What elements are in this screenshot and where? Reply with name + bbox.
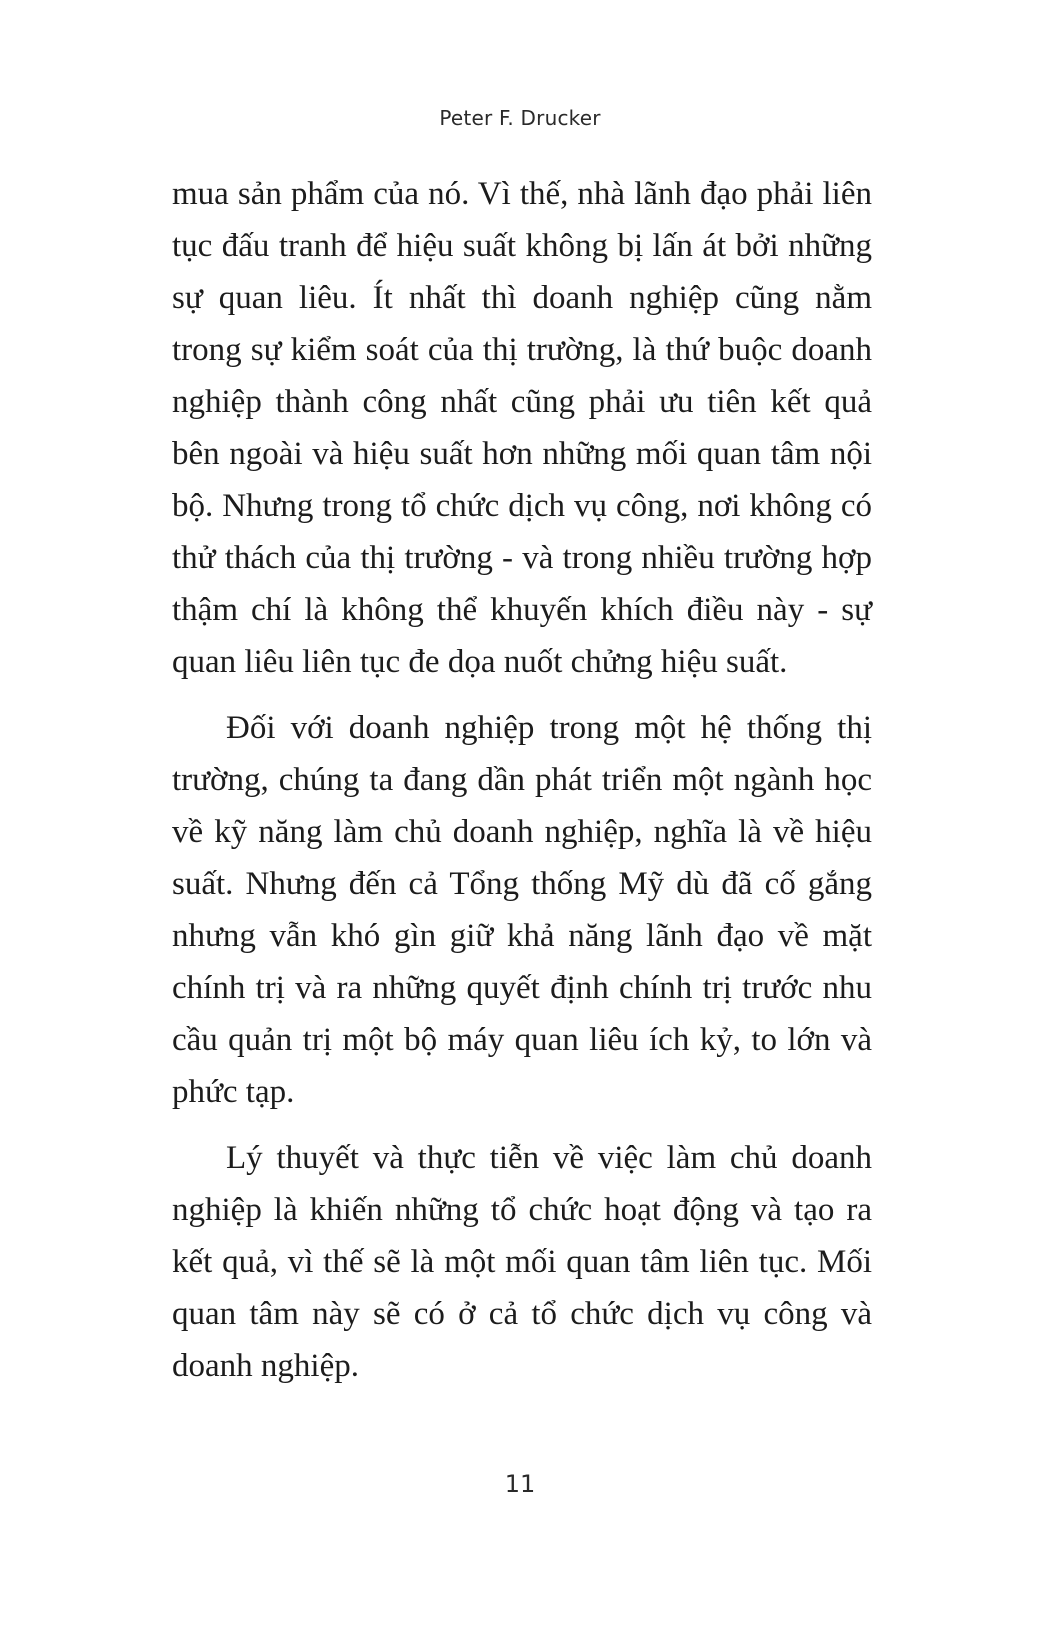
body-text — [172, 168, 872, 1406]
paragraph-2: Đối với doanh nghiệp trong một hệ thống thị trường, chúng ta đang dần phát triển một ngành học về kỹ năng làm chủ doanh nghiệp, nghĩa là về hiệu suất. Nhưng đến cả Tổng thống Mỹ dù đã cố gắng nhưng vẫn khó gìn giữ khả năng lãnh đạo về mặt chính trị và ra những quyết định chính trị trước nhu cầu quản trị một bộ máy quan liêu ích kỷ, to lớn và phức tạp. — [172, 710, 872, 1110]
page-number: 11 — [504, 1470, 536, 1498]
paragraph-1: mua sản phẩm của nó. Vì thế, nhà lãnh đạo phải liên tục đấu tranh để hiệu suất không bị lấn át bởi những sự quan liêu. Ít nhất thì doanh nghiệp cũng nằm trong sự kiểm soát của thị trường, là thứ buộc doanh nghiệp thành công nhất cũng phải ưu tiên kết quả bên ngoài và hiệu suất hơn những mối quan tâm nội bộ. Nhưng trong tổ chức dịch vụ công, nơi không có thử thách của thị trường - và trong nhiều trường hợp thậm chí là không thể khuyến khích điều này - sự quan liêu liên tục đe dọa nuốt chửng hiệu suất. — [172, 176, 872, 680]
paragraph-3: Lý thuyết và thực tiễn về việc làm chủ doanh nghiệp là khiến những tổ chức hoạt động và tạo ra kết quả, vì thế sẽ là một mối quan tâm liên tục. Mối quan tâm này sẽ có ở cả tổ chức dịch vụ công và doanh nghiệp. — [172, 1140, 872, 1384]
running-header-author: Peter F. Drucker — [439, 106, 601, 130]
